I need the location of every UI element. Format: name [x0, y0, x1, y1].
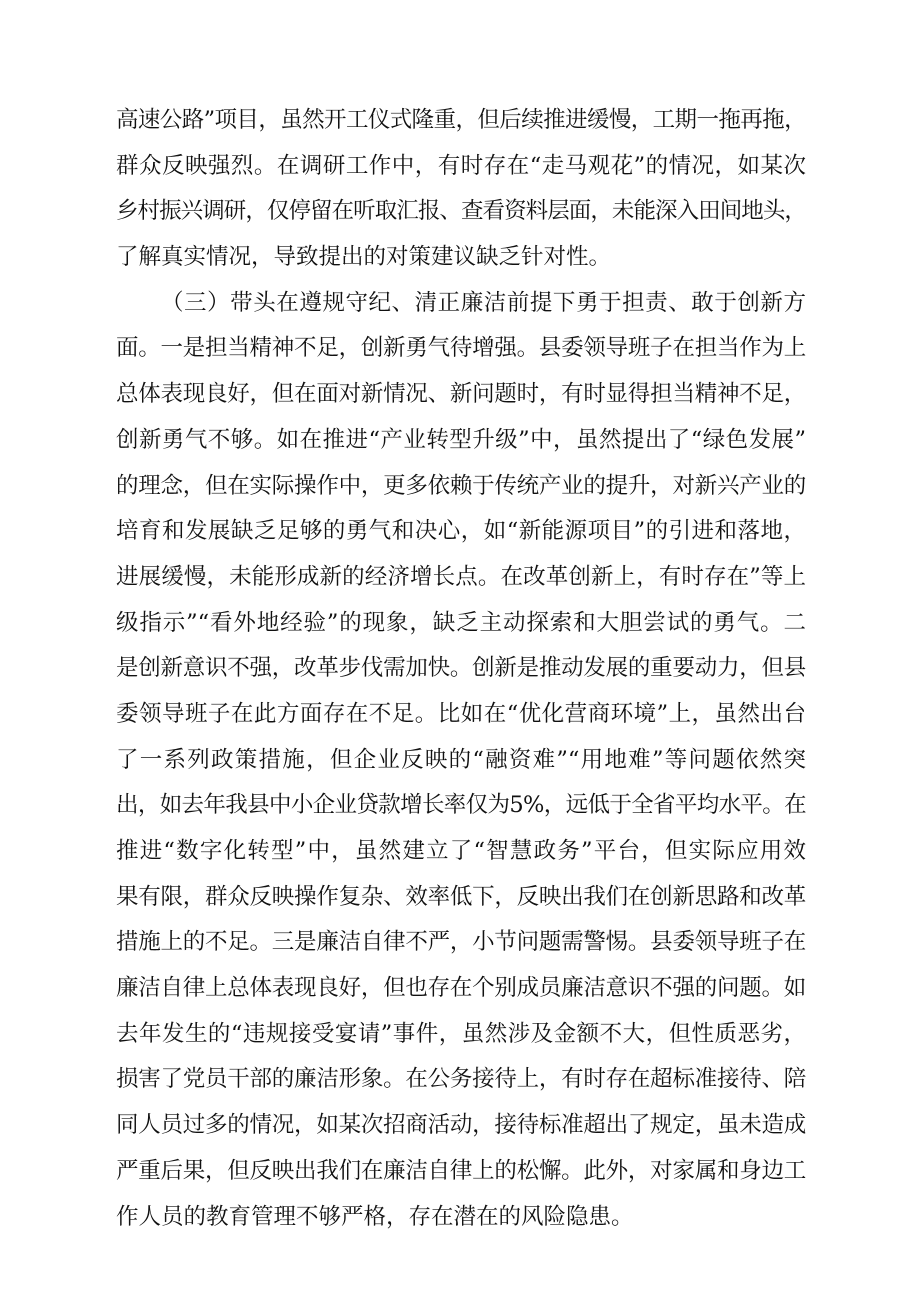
paragraph-line: 级指示”“看外地经验”的现象，缺乏主动探索和大胆尝试的勇气。二 [116, 609, 806, 636]
paragraph-line: 作人员的教育管理不够严格，存在潜在的风险隐患。 [116, 1203, 634, 1230]
paragraph-line: 的理念，但在实际操作中，更多依赖于传统产业的提升，对新兴产业的 [116, 472, 806, 499]
paragraph-line: 廉洁自律上总体表现良好，但也存在个别成员廉洁意识不强的问题。如 [116, 975, 806, 1002]
paragraph-line: 面。一是担当精神不足，创新勇气待增强。县委领导班子在担当作为上 [116, 335, 806, 362]
document-body [116, 98, 806, 1240]
paragraph-line: 了一系列政策措施，但企业反映的“融资难”“用地难”等问题依然突 [116, 746, 806, 773]
paragraph-line: 果有限，群众反映操作复杂、效率低下，反映出我们在创新思路和改革 [116, 883, 806, 910]
paragraph-line: 措施上的不足。三是廉洁自律不严，小节问题需警惕。县委领导班子在 [116, 929, 806, 956]
paragraph-line: 出，如去年我县中小企业贷款增长率仅为5%，远低于全省平均水平。在 [116, 792, 806, 819]
paragraph-line: 推进“数字化转型”中，虽然建立了“智慧政务”平台，但实际应用效 [116, 838, 806, 864]
paragraph-line: 高速公路”项目，虽然开工仪式隆重，但后续推进缓慢，工期一拖再拖， [116, 107, 806, 133]
paragraph-line: 委领导班子在此方面存在不足。比如在“优化营商环境”上，虽然出台 [116, 700, 806, 727]
paragraph-line: 进展缓慢，未能形成新的经济增长点。在改革创新上，有时存在”等上 [116, 563, 806, 590]
paragraph-line: 损害了党员干部的廉洁形象。在公务接待上，有时存在超标准接待、陪 [116, 1066, 806, 1093]
paragraph-line: 了解真实情况，导致提出的对策建议缺乏针对性。 [116, 244, 612, 271]
paragraph-line: 创新勇气不够。如在推进“产业转型升级”中，虽然提出了“绿色发展” [116, 426, 806, 453]
paragraph-line: 群众反映强烈。在调研工作中，有时存在“走马观花”的情况，如某次 [116, 152, 806, 179]
paragraph-line: （三）带头在遵规守纪、清正廉洁前提下勇于担责、敢于创新方 [161, 289, 806, 316]
paragraph-line: 总体表现良好，但在面对新情况、新问题时，有时显得担当精神不足， [116, 381, 806, 408]
paragraph-line: 同人员过多的情况，如某次招商活动，接待标准超出了规定，虽未造成 [116, 1112, 806, 1139]
paragraph-line: 去年发生的“违规接受宴请”事件，虽然涉及金额不大，但性质恶劣， [116, 1020, 806, 1047]
paragraph-line: 是创新意识不强，改革步伐需加快。创新是推动发展的重要动力，但县 [116, 655, 806, 682]
paragraph-line: 严重后果，但反映出我们在廉洁自律上的松懈。此外，对家属和身边工 [116, 1157, 806, 1184]
paragraph-line: 培育和发展缺乏足够的勇气和决心，如“新能源项目”的引进和落地， [116, 518, 806, 545]
paragraph-line: 乡村振兴调研，仅停留在听取汇报、查看资料层面，未能深入田间地头， [116, 198, 806, 225]
